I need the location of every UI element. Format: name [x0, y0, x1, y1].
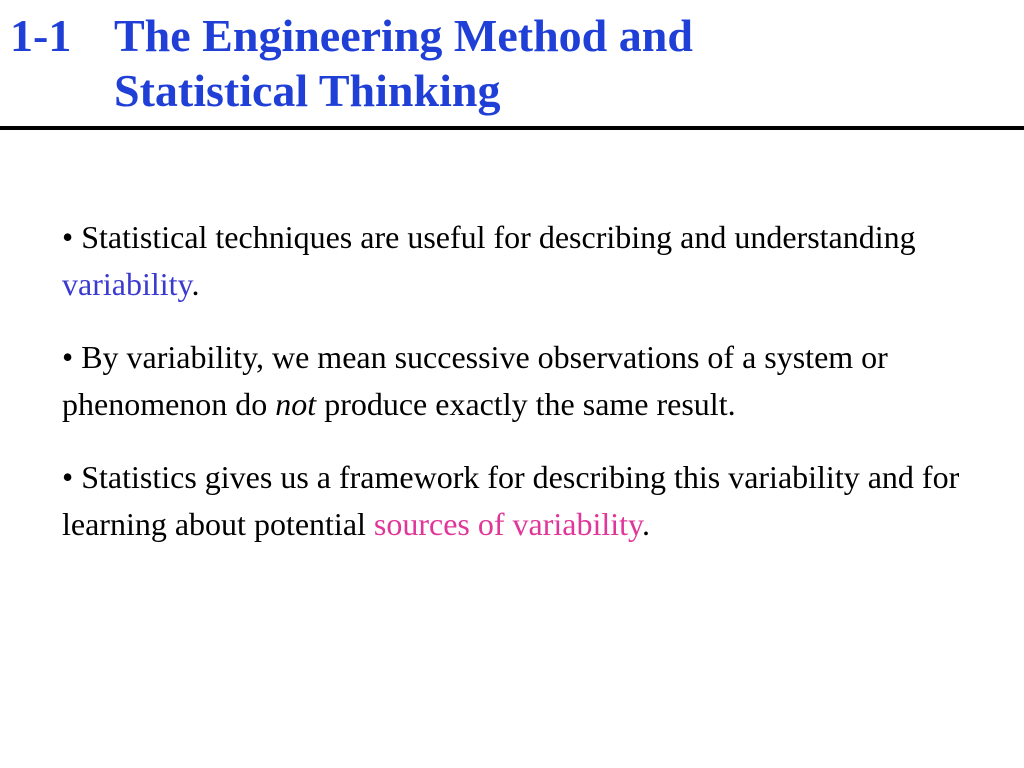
bullet-item-framework	[62, 454, 972, 548]
emphasized-word-not: not	[275, 386, 317, 422]
bullet-marker: •	[62, 339, 82, 375]
bullet-item-variability	[62, 214, 972, 308]
bullet-text: Statistics gives us a framework for describing this variability and for learning about potential	[62, 459, 960, 542]
section-number: 1-1	[10, 10, 72, 61]
bullet-item-definition	[62, 334, 972, 428]
highlighted-term-variability: variability	[62, 266, 192, 302]
slide-title	[10, 8, 693, 118]
bullet-marker: •	[62, 219, 82, 255]
bullet-text-end: .	[191, 266, 200, 302]
bullet-marker: •	[62, 459, 82, 495]
bullet-list	[62, 214, 972, 574]
bullet-text: By variability, we mean successive observations of a system or phenomenon do	[62, 339, 888, 422]
bullet-text-end: produce exactly the same result.	[316, 386, 736, 422]
title-underline-rule	[0, 126, 1024, 130]
bullet-text-end: .	[641, 506, 650, 542]
highlighted-term-sources-of-variability: sources of variability	[373, 506, 642, 542]
title-text: The Engineering Method and Statistical Thinking	[114, 10, 693, 116]
bullet-text: Statistical techniques are useful for describing and understanding	[81, 219, 916, 255]
